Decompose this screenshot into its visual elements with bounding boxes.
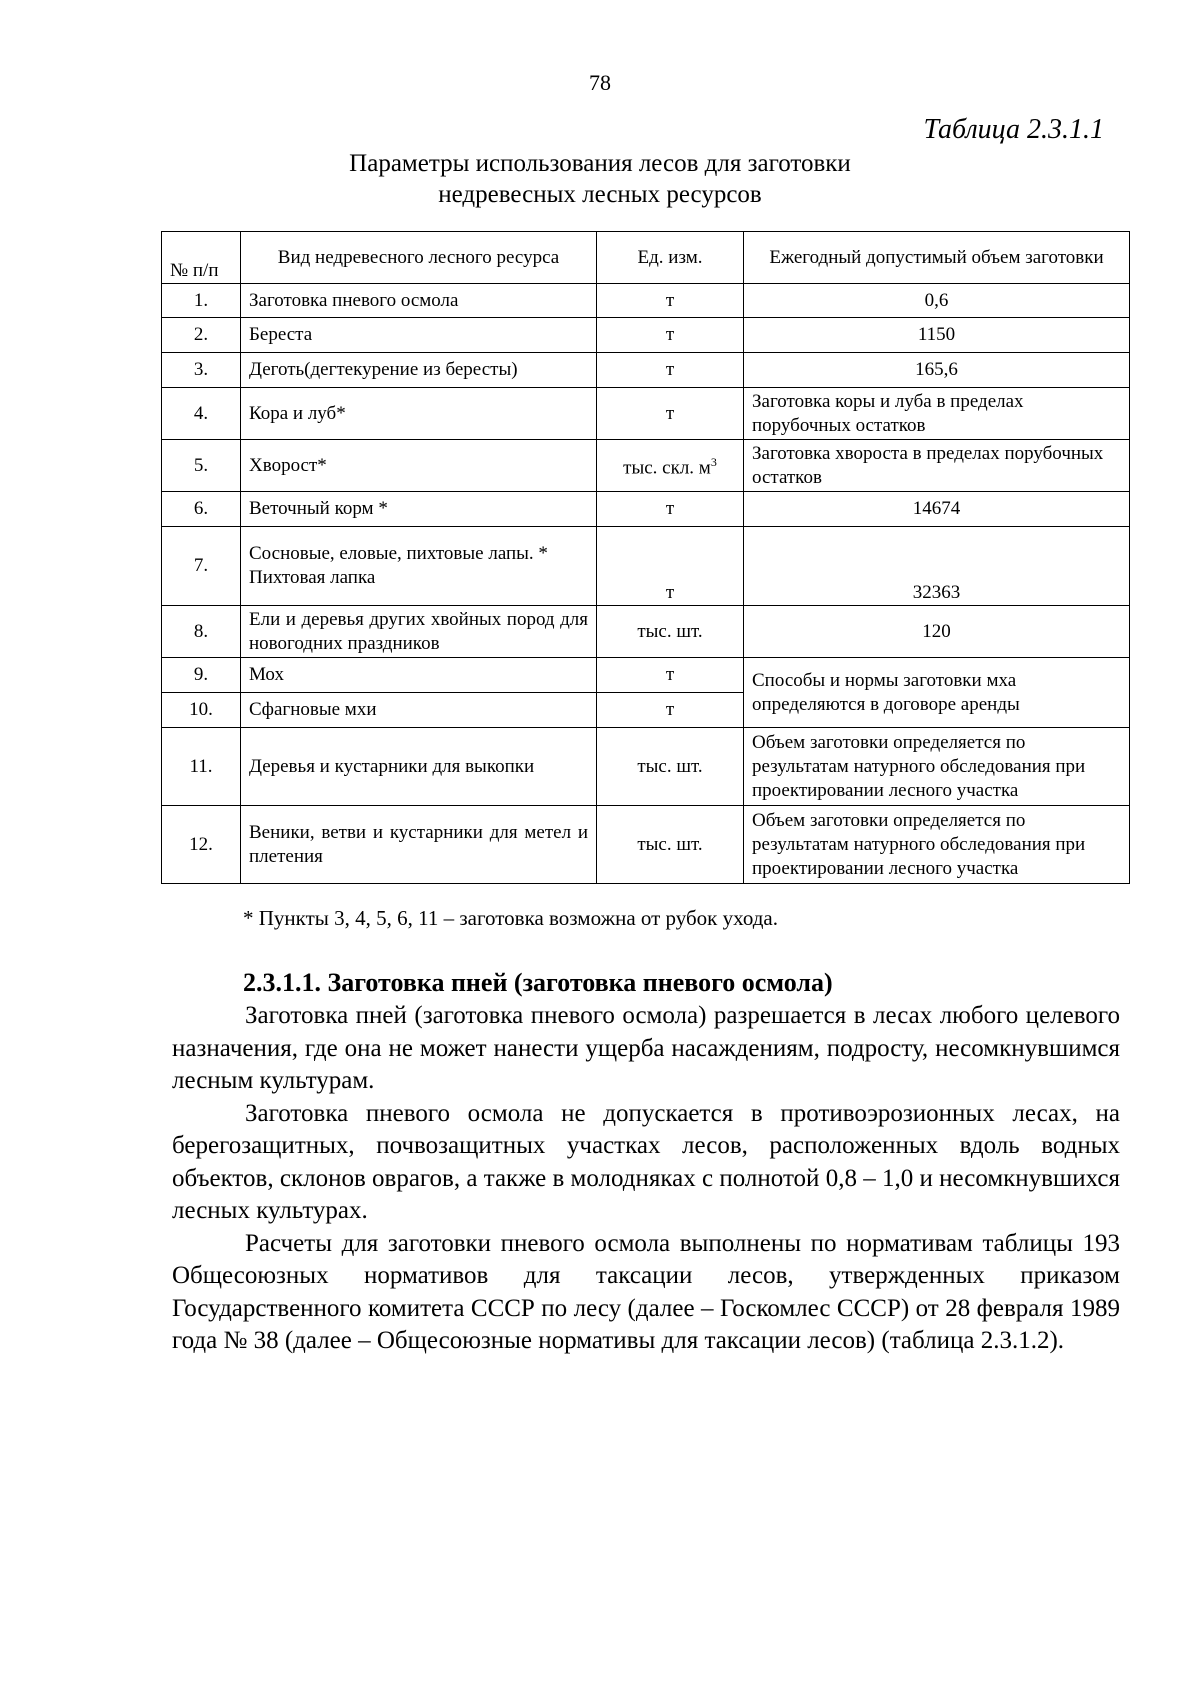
row-unit: т <box>597 388 744 440</box>
header-unit: Ед. изм. <box>597 232 744 284</box>
table-header-row <box>162 232 1130 284</box>
row-resource-line-2: Пихтовая лапка <box>249 567 376 588</box>
row-resource: Веники, ветви и кустарники для метел и плетения <box>241 806 597 884</box>
row-unit: т <box>597 353 744 388</box>
page-number: 78 <box>589 70 611 95</box>
paragraph: Заготовка пней (заготовка пневого осмола) разрешается в лесах любого целевого назначения, где она не может нанести ущерба насаждениям, подросту, несомкнувшимся лесным культурам. <box>172 1002 1120 1094</box>
row-num: 1. <box>162 284 241 318</box>
row-volume: 165,6 <box>744 353 1130 388</box>
row-num: 8. <box>162 606 241 658</box>
row-num: 3. <box>162 353 241 388</box>
row-unit: т <box>597 318 744 353</box>
table-row <box>162 318 1130 353</box>
row-unit: т <box>597 527 744 606</box>
row-volume: 0,6 <box>744 284 1130 318</box>
table-row <box>162 353 1130 388</box>
row-resource: Хворост* <box>241 440 597 492</box>
table-title-line-1: Параметры использования лесов для заготовки <box>349 150 851 177</box>
row-unit: т <box>597 284 744 318</box>
row-num: 5. <box>162 440 241 492</box>
moss-volume-cell: Способы и нормы заготовки мха определяются в договоре аренды <box>744 658 1130 728</box>
table-row <box>162 728 1130 806</box>
body-text <box>172 1000 1120 1358</box>
table-row <box>162 806 1130 884</box>
row-resource: Сфагновые мхи <box>241 693 597 728</box>
table-title <box>0 148 1200 210</box>
row-volume: Объем заготовки определяется по результатам натурного обследования при проектировании лесного участка <box>744 728 1130 806</box>
non-timber-resources-table <box>161 231 1130 884</box>
row-resource: Кора и луб* <box>241 388 597 440</box>
row-num: 11. <box>162 728 241 806</box>
header-resource: Вид недревесного лесного ресурса <box>241 232 597 284</box>
row-volume: Заготовка коры и луба в пределах порубочных остатков <box>744 388 1130 440</box>
table-row <box>162 440 1130 492</box>
row-num: 12. <box>162 806 241 884</box>
row-resource: Мох <box>241 658 597 693</box>
table-row <box>162 606 1130 658</box>
row-num: 10. <box>162 693 241 728</box>
row-resource <box>241 527 597 606</box>
row-num: 9. <box>162 658 241 693</box>
row-unit: тыс. шт. <box>597 806 744 884</box>
row-resource: Деревья и кустарники для выкопки <box>241 728 597 806</box>
table-row <box>162 527 1130 606</box>
row-volume: Заготовка хвороста в пределах порубочных остатков <box>744 440 1130 492</box>
row-num: 2. <box>162 318 241 353</box>
row-volume: 32363 <box>744 527 1130 606</box>
row-num: 7. <box>162 527 241 606</box>
table-row <box>162 388 1130 440</box>
row-unit: тыс. шт. <box>597 606 744 658</box>
row-unit: т <box>597 693 744 728</box>
row-volume: Объем заготовки определяется по результатам натурного обследования при проектировании лесного участка <box>744 806 1130 884</box>
row-resource-line-1: Сосновые, еловые, пихтовые лапы. * <box>249 543 548 564</box>
row-num: 4. <box>162 388 241 440</box>
row-num: 6. <box>162 492 241 527</box>
row-resource: Деготь(дегтекурение из бересты) <box>241 353 597 388</box>
unit-superscript: 3 <box>710 455 717 470</box>
table-row <box>162 492 1130 527</box>
header-num: № п/п <box>162 232 241 284</box>
row-resource: Ели и деревья других хвойных пород для новогодних праздников <box>241 606 597 658</box>
row-unit: тыс. шт. <box>597 728 744 806</box>
paragraph: Заготовка пневого осмола не допускается в противоэрозионных лесах, на берегозащитных, почвозащитных участках лесов, расположенных вдоль водных объектов, склонов оврагов, а также в молодняках с полнотой 0,8 – 1,0 и несомкнувшихся лесных культурах. <box>172 1099 1120 1224</box>
table-label: Таблица 2.3.1.1 <box>923 114 1104 145</box>
row-volume: 14674 <box>744 492 1130 527</box>
row-unit <box>597 440 744 492</box>
header-volume: Ежегодный допустимый объем заготовки <box>744 232 1130 284</box>
row-volume: 1150 <box>744 318 1130 353</box>
section-heading: 2.3.1.1. Заготовка пней (заготовка пневого осмола) <box>243 968 833 997</box>
table-row <box>162 658 1130 693</box>
row-unit-text: тыс. скл. м <box>623 457 711 479</box>
row-unit: т <box>597 492 744 527</box>
row-resource: Веточный корм * <box>241 492 597 527</box>
row-resource: Заготовка пневого осмола <box>241 284 597 318</box>
row-volume: 120 <box>744 606 1130 658</box>
row-unit: т <box>597 658 744 693</box>
paragraph: Расчеты для заготовки пневого осмола выполнены по нормативам таблицы 193 Общесоюзных нормативов для таксации лесов, утвержденных приказом Государственного комитета СССР по лесу (далее – Госкомлес СССР) от 28 февраля 1989 года № 38 (далее – Общесоюзные нормативы для таксации лесов) (таблица 2.3.1.2). <box>172 1229 1120 1354</box>
table-title-line-2: недревесных лесных ресурсов <box>438 181 762 208</box>
table-row <box>162 284 1130 318</box>
table-footnote: * Пункты 3, 4, 5, 6, 11 – заготовка возможна от рубок ухода. <box>243 906 778 930</box>
row-resource: Береста <box>241 318 597 353</box>
